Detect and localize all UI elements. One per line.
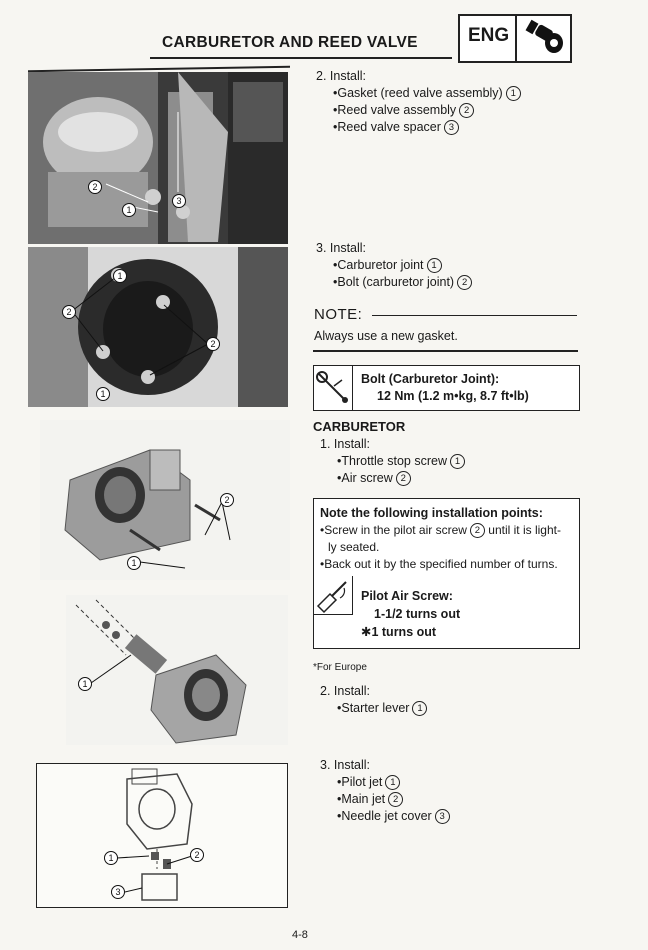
- step-carb-joint: [316, 240, 616, 291]
- step-label: 3. Install:: [316, 241, 367, 255]
- figure-reed-valve-photo: [28, 72, 288, 244]
- torque-wrench-icon: [314, 366, 352, 410]
- step-label: 2. Install:: [320, 684, 371, 698]
- step-reed-valve: [316, 68, 616, 136]
- callout-number: 3: [111, 885, 125, 899]
- callout-number: 2: [220, 493, 234, 507]
- callout-number: 2: [190, 848, 204, 862]
- step-label: 1. Install:: [320, 437, 371, 451]
- step-label: 2. Install:: [316, 69, 367, 83]
- callout-number: 2: [62, 305, 76, 319]
- note-bottom-rule: [313, 350, 578, 352]
- pilot-value: 1-1/2 turns out: [374, 607, 461, 621]
- torque-value: 12 Nm (1.2 m•kg, 8.7 ft•lb): [377, 389, 529, 403]
- callout-number: 1: [127, 556, 141, 570]
- torque-icon-cell: [314, 366, 353, 410]
- figure-carb-joint-photo: [28, 247, 288, 407]
- step-carburetor: [320, 436, 610, 487]
- engine-photo-drawing: [28, 72, 288, 244]
- step-jets: [320, 757, 610, 825]
- note-text: Always use a new gasket.: [314, 329, 458, 343]
- figure-jets-diagram: [36, 763, 288, 908]
- section-badge: [458, 14, 572, 63]
- callout-number: 1: [78, 677, 92, 691]
- list-item: •Reed valve assembly 2: [316, 102, 616, 119]
- installation-points-box: [313, 498, 580, 578]
- pilot-value-europe: ✱1 turns out: [361, 625, 437, 639]
- list-item: •Reed valve spacer 3: [316, 119, 616, 136]
- list-item: •Main jet 2: [320, 791, 610, 808]
- note-heading: NOTE:: [314, 306, 363, 323]
- engine-icon: [522, 19, 566, 57]
- list-item: •Pilot jet 1: [320, 774, 610, 791]
- figure-starter-lever: [66, 595, 288, 745]
- list-item: •Gasket (reed valve assembly) 1: [316, 85, 616, 102]
- starter-lever-drawing: [66, 595, 288, 745]
- list-item: •Starter lever 1: [320, 700, 610, 717]
- callout-number: 2: [88, 180, 102, 194]
- jets-drawing: [37, 764, 287, 907]
- section-heading: CARBURETOR: [313, 419, 406, 434]
- screwdriver-icon-cell: [314, 576, 353, 615]
- list-item: •Air screw 2: [320, 470, 610, 487]
- screwdriver-icon: [314, 576, 352, 614]
- box-line: •Screw in the pilot air screw 2 until it is light-: [320, 523, 561, 537]
- badge-divider: [515, 16, 517, 61]
- figure-carburetor-screws: [40, 420, 290, 580]
- callout-number: 1: [122, 203, 136, 217]
- section-badge-label: ENG: [468, 25, 510, 46]
- step-starter-lever: [320, 683, 610, 717]
- box-heading: Note the following installation points:: [320, 506, 543, 520]
- box-line: •Back out it by the specified number of turns.: [320, 557, 558, 571]
- list-item: •Bolt (carburetor joint) 2: [316, 274, 616, 291]
- pilot-heading: Pilot Air Screw:: [361, 589, 453, 603]
- list-item: •Throttle stop screw 1: [320, 453, 610, 470]
- joint-photo-drawing: [28, 247, 288, 407]
- box-line: ly seated.: [328, 540, 380, 554]
- callout-number: 2: [206, 337, 220, 351]
- callout-number: 3: [172, 194, 186, 208]
- callout-number: 1: [104, 851, 118, 865]
- pilot-air-screw-box: [313, 576, 580, 649]
- step-label: 3. Install:: [320, 758, 371, 772]
- page-number: 4-8: [292, 929, 308, 941]
- footnote: *For Europe: [313, 662, 367, 673]
- list-item: •Needle jet cover 3: [320, 808, 610, 825]
- callout-number: 1: [113, 269, 127, 283]
- page-title: CARBURETOR AND REED VALVE: [162, 34, 418, 51]
- callout-number: 1: [96, 387, 110, 401]
- torque-label: Bolt (Carburetor Joint):: [361, 372, 500, 386]
- title-underline: [150, 57, 452, 59]
- carburetor-drawing: [40, 420, 290, 580]
- torque-spec-box: [313, 365, 580, 411]
- note-rule: [372, 315, 577, 316]
- list-item: •Carburetor joint 1: [316, 257, 616, 274]
